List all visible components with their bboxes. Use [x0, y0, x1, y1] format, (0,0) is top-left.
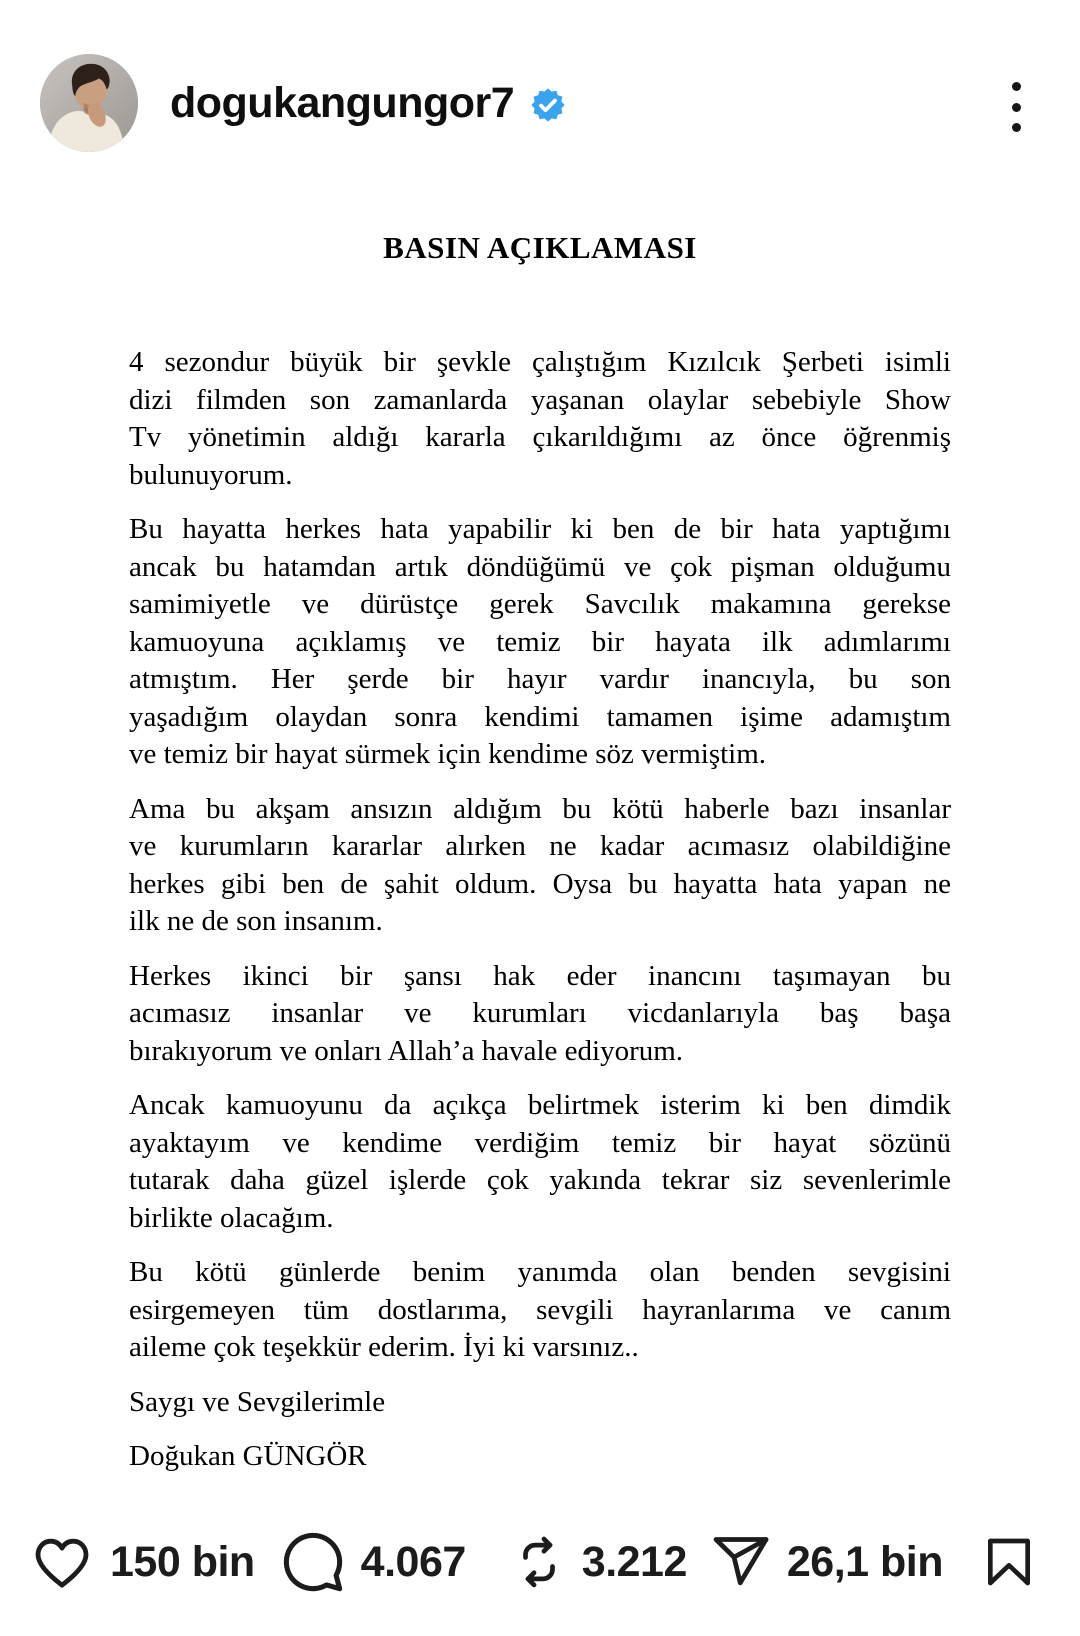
verified-badge-icon [528, 85, 568, 125]
statement-line: esirgemeyen tüm dostlarıma, sevgili hayranlarıma ve canım [129, 1293, 951, 1326]
share-count[interactable]: 26,1 bin [786, 1537, 944, 1586]
statement-paragraph [129, 791, 951, 941]
statement-closing: Saygı ve Sevgilerimle [129, 1385, 386, 1418]
comments-group [281, 1530, 466, 1594]
statement-line: Herkes ikinci bir şansı hak eder inancını taşımayan bu [129, 959, 951, 992]
more-options-icon[interactable] [1010, 82, 1022, 132]
statement-line: Ama bu akşam ansızın aldığım bu kötü haberle bazı insanlar [129, 792, 951, 825]
comment-count[interactable]: 4.067 [360, 1537, 466, 1586]
statement-line: aileme çok teşekkür ederim. İyi ki varsınız.. [129, 1331, 639, 1363]
post-header [0, 0, 1080, 205]
statement-paragraph [129, 511, 951, 774]
statement-line: herkes gibi ben de şahit oldum. Oysa bu hayatta hata yapan ne [129, 867, 951, 900]
comment-icon[interactable] [281, 1530, 345, 1594]
statement-line: bulunuyorum. [129, 458, 293, 491]
statement-body [129, 344, 951, 1367]
statement-line: ayaktayım ve kendime verdiğim temiz bir hayat sözünü [129, 1126, 951, 1159]
statement-line: yaşadığım olaydan sonra kendimi tamamen işime adamıştım [129, 700, 951, 733]
statement-title: BASIN AÇIKLAMASI [383, 230, 697, 265]
statement-line: Bu hayatta herkes hata yapabilir ki ben de bir hata yaptığımı [129, 513, 951, 545]
statement-line: atmıştım. Her şerde bir hayır vardır inancıyla, bu son [129, 663, 951, 695]
reposts-group [512, 1535, 687, 1589]
bookmark-icon[interactable] [981, 1534, 1037, 1590]
statement-paragraph [129, 1087, 951, 1237]
kebab-dot [1012, 82, 1021, 91]
statement-line: ve temiz bir hayat sürmek için kendime söz vermiştim. [129, 738, 767, 770]
save-group [981, 1534, 1037, 1590]
statement-line: dizi filmden son zamanlarda yaşanan olaylar sebebiyle Show [129, 383, 951, 416]
statement-line: Bu kötü günlerde benim yanımda olan benden sevgisini [129, 1256, 951, 1288]
kebab-dot [1012, 103, 1021, 112]
avatar[interactable] [40, 54, 138, 152]
heart-icon[interactable] [30, 1530, 94, 1594]
action-bar [0, 1524, 1080, 1600]
statement-line: samimiyetle ve dürüstçe gerek Savcılık makamına gerekse [129, 588, 951, 620]
likes-group [30, 1530, 255, 1594]
statement-line: ve kurumların kararlar alırken ne kadar acımasız olabildiğine [129, 830, 951, 862]
statement-line: Ancak kamuoyunu da açıkça belirtmek isterim ki ben dimdik [129, 1089, 951, 1121]
statement-line: birlikte olacağım. [129, 1201, 334, 1234]
avatar-photo [40, 54, 138, 152]
shares-group [711, 1532, 943, 1592]
statement-paragraph [129, 344, 951, 494]
repost-count[interactable]: 3.212 [581, 1537, 687, 1586]
statement-line: tutarak daha güzel işlerde çok yakında tekrar siz sevenlerimle [129, 1164, 951, 1196]
statement-line: 4 sezondur büyük bir şevkle çalıştığım Kızılcık Şerbeti isimli [129, 346, 951, 378]
statement-line: Tv yönetimin aldığı kararla çıkarıldığımı az önce öğrenmiş [129, 421, 951, 453]
statement-line: acımasız insanlar ve kurumları vicdanlarıyla baş başa [129, 997, 951, 1029]
statement-paragraph [129, 1254, 951, 1367]
kebab-dot [1012, 123, 1021, 132]
statement-line: ilk ne de son insanım. [129, 905, 383, 937]
share-icon[interactable] [711, 1532, 771, 1592]
statement-line: kamuoyuna açıklamış ve temiz bir hayata ilk adımlarımı [129, 625, 951, 658]
press-statement-image [129, 228, 951, 1476]
statement-paragraph [129, 958, 951, 1071]
statement-line: bırakıyorum ve onları Allah’a havale ediyorum. [129, 1034, 684, 1067]
like-count[interactable]: 150 bin [110, 1537, 255, 1586]
statement-signature: Doğukan GÜNGÖR [129, 1440, 367, 1472]
repost-icon[interactable] [512, 1535, 566, 1589]
username[interactable]: dogukangungor7 [170, 78, 515, 127]
statement-line: ancak bu hatamdan artık döndüğümü ve çok pişman olduğumu [129, 550, 951, 583]
